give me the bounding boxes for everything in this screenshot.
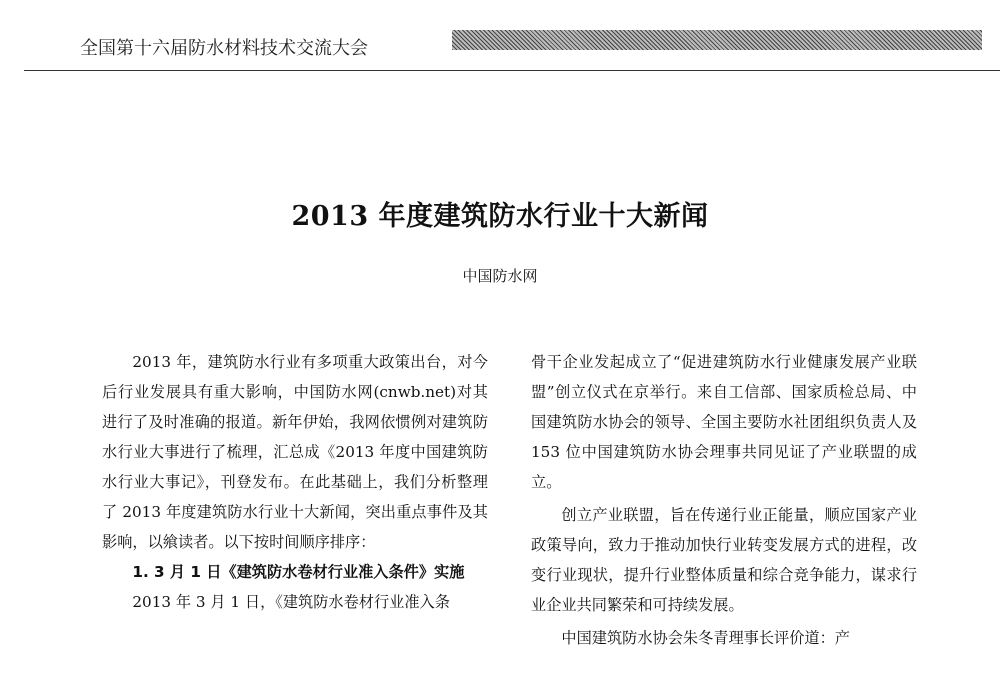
alliance-purpose-paragraph: 创立产业联盟，旨在传递行业正能量，顺应国家产业政策导向，致力于推动加快行业转变发展方式的进程，改变行业现状，提升行业整体质量和综合竞争能力，谋求行业企业共同繁荣和可持续发展。: [531, 506, 917, 614]
alliance-paragraph: 骨干企业发起成立了“促进建筑防水行业健康发展产业联盟”创立仪式在京举行。来自工信部、国家质检总局、中国建筑防水协会的领导、全国主要防水社团组织负责人及 153 位中国建筑防水协会理事共同见证了产业联盟的成立。: [531, 353, 917, 491]
left-column: [102, 347, 488, 617]
intro-paragraph: 2013 年，建筑防水行业有多项重大政策出台，对今后行业发展具有重大影响，中国防水网(cnwb.net)对其进行了及时准确的报道。新年伊始，我网依惯例对建筑防水行业大事进行了梳理，汇总成《2013 年度中国建筑防水行业大事记》，刊登发布。在此基础上，我们分析整理了 2013 年度建筑防水行业十大新闻，突出重点事件及其影响，以飨读者。以下按时间顺序排序：: [102, 353, 488, 551]
right-column: [531, 347, 917, 653]
header-hatch-band: [452, 30, 982, 50]
section-1-paragraph: 2013 年 3 月 1 日，《建筑防水卷材行业准入条: [132, 593, 450, 611]
article-author: 中国防水网: [462, 267, 538, 285]
running-header: 全国第十六届防水材料技术交流大会: [80, 38, 368, 59]
article-title: 2013 年度建筑防水行业十大新闻: [291, 201, 709, 232]
chairman-comment-paragraph: 中国建筑防水协会朱冬青理事长评价道：产: [561, 629, 850, 647]
section-heading-1: 1. 3 月 1 日《建筑防水卷材行业准入条件》实施: [132, 563, 465, 581]
header-rule: [24, 70, 1000, 71]
